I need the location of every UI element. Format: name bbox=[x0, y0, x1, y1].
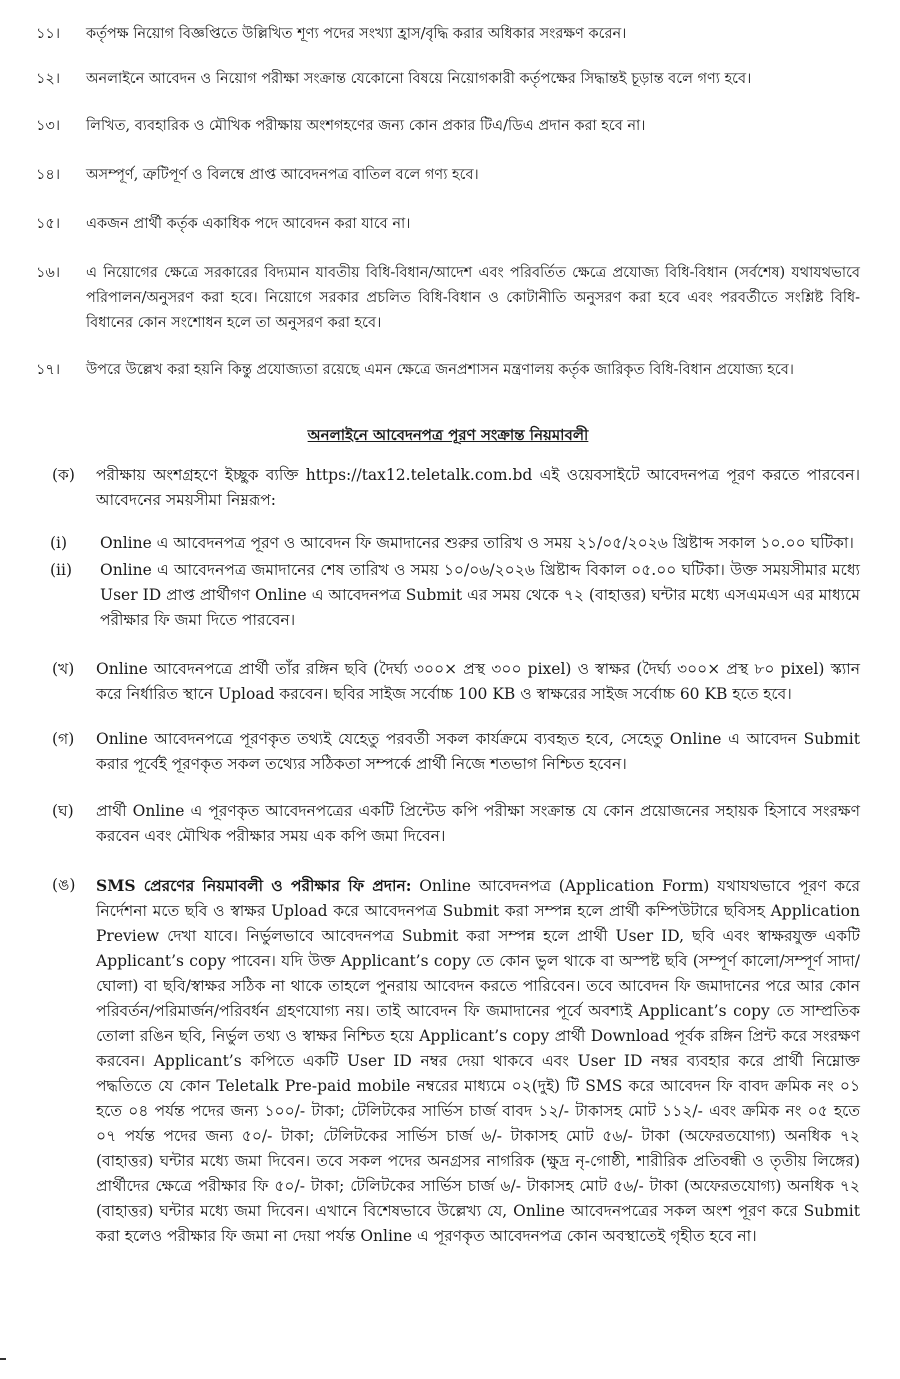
item-text: Online এ আবেদনপত্র জমাদানের শেষ তারিখ ও সময় ১০/০৬/২০২৬ খ্রিষ্টাব্দ বিকাল ০৫.০০ ঘটিকা। উক্ত সময়সীমার মধ্যে User ID প্রাপ্ত প্রার্থীগণ Online এ আবেদনপত্র Submit এর সময় থেকে ৭২ (বাহাত্তর) ঘন্টার মধ্যে এসএমএস এর মাধ্যমে পরীক্ষার ফি জমা দিতে পারবেন। bbox=[100, 561, 860, 629]
item-label: (ঘ) bbox=[52, 802, 74, 820]
rule-text: উপরে উল্লেখ করা হয়নি কিন্তু প্রযোজ্যতা রয়েছে এমন ক্ষেত্রে জনপ্রশাসন মন্ত্রণালয় কর্তৃক জারিকৃত বিধি-বিধান প্রযোজ্য হবে। bbox=[86, 362, 794, 378]
item-text: Online আবেদনপত্রে পূরণকৃত তথ্যই যেহেতু পরবর্তী সকল কার্যক্রমে ব্যবহৃত হবে, সেহেতু Online এ আবেদন Submit করার পূর্বেই পূরণকৃত সকল তথ্যের সঠিকতা সম্পর্কে প্রার্থী নিজে শতভাগ নিশ্চিত হবেন। bbox=[96, 730, 860, 773]
item-kha bbox=[36, 657, 860, 707]
rule-text: এ নিয়োগের ক্ষেত্রে সরকারের বিদ্যমান যাবতীয় বিধি-বিধান/আদেশ এবং পরিবর্তিত ক্ষেত্রে প্রযোজ্য বিধি-বিধান (সর্বশেষ) যথাযথভাবে পরিপালন/অনুসরণ করা হবে। নিয়োগে সরকার প্রচলিত বিধি-বিধান ও কোটানীতি অনুসরণ করা হবে এবং পরবর্তীতে সংশ্লিষ্ট বিধি-বিধানের কোন সংশোধন হলে তা অনুসরণ করা হবে। bbox=[86, 265, 860, 331]
rule-text: কর্তৃপক্ষ নিয়োগ বিজ্ঞপ্তিতে উল্লিখিত শূণ্য পদের সংখ্যা হ্রাস/বৃদ্ধি করার অধিকার সংরক্ষণ করেন। bbox=[86, 26, 627, 42]
rule-number: ১৬। bbox=[36, 265, 61, 281]
item-uma bbox=[36, 873, 860, 1249]
item-label: (ii) bbox=[50, 561, 73, 579]
rule-13 bbox=[36, 114, 860, 139]
item-body: Online আবেদনপত্র (Application Form) যথাযথভাবে পূরণ করে নির্দেশনা মতে ছবি ও স্বাক্ষর Upload করে আবেদনপত্র Submit করা সম্পন্ন হলে প্রার্থী কম্পিউটারে ছবিসহ Application Preview দেখা যাবে। নির্ভুলভাবে আবেদনপত্র Submit করা সম্পন্ন হলে প্রার্থী User ID, ছবি এবং স্বাক্ষরযুক্ত একটি Applicant’s copy পাবেন। যদি উক্ত Applicant’s copy তে কোন ভুল থাকে বা অস্পষ্ট ছবি (সম্পূর্ণ কালো/সম্পূর্ণ সাদা/ঘোলা) বা ছবি/স্বাক্ষর সঠিক না থাকে তাহলে পুনরায় আবেদন করতে পারিবেন। তবে আবেদন ফি জমাদানের পরে আর কোন পরিবর্তন/পরিমার্জন/পরিবর্ধন গ্রহণযোগ্য নয়। তাই আবেদন ফি জমাদানের পূর্বে অবশ্যই Applicant’s copy তে সাম্প্রতিক তোলা রঙিন ছবি, নির্ভুল তথ্য ও স্বাক্ষর নিশ্চিত হয়ে Applicant’s copy প্রার্থী Download পূর্বক রঙ্গিন প্রিন্ট করে সংরক্ষণ করবেন। Applicant’s কপিতে একটি User ID নম্বর দেয়া থাকবে এবং User ID নম্বর ব্যবহার করে প্রার্থী নিম্নোক্ত পদ্ধতিতে যে কোন Teletalk Pre-paid mobile নম্বরের মাধ্যমে ০২(দুই) টি SMS করে আবেদন ফি বাবদ ক্রমিক নং ০১ হতে ০৪ পর্যন্ত পদের জন্য ১০০/- টাকা; টেলিটকের সার্ভিস চার্জ বাবদ ১২/- টাকাসহ মোট ১১২/- এবং ক্রমিক নং ০৫ হতে ০৭ পর্যন্ত পদের জন্য ৫০/- টাকা; টেলিটকের সার্ভিস চার্জ ৬/- টাকাসহ মোট ৫৬/- টাকা (অফেরতযোগ্য) অনধিক ৭২ (বাহাত্তর) ঘন্টার মধ্যে জমা দিবেন। তবে সকল পদের অনগ্রসর নাগরিক (ক্ষুদ্র নৃ-গোষ্ঠী, শারীরিক প্রতিবন্ধী ও তৃতীয় লিঙ্গের) প্রার্থীদের ক্ষেত্রে পরীক্ষার ফি ৫০/- টাকা; টেলিটকের সার্ভিস চার্জ ৬/- টাকাসহ মোট ৫৬/- টাকা (অফেরতযোগ্য) অনধিক ৭২ (বাহাত্তর) ঘন্টার মধ্যে জমা দিবেন। এখানে বিশেষভাবে উল্লেখ্য যে, Online আবেদনপত্রের সকল অংশ পূরণ করে Submit করা হলেও পরীক্ষার ফি জমা না দেয়া পর্যন্ত Online এ পূরণকৃত আবেদনপত্র কোন অবস্থাতেই গৃহীত হবে না। bbox=[96, 877, 860, 1245]
item-i bbox=[36, 531, 860, 556]
item-text: Online আবেদনপত্রে প্রার্থী তাঁর রঙ্গিন ছবি (দৈর্ঘ্য ৩০০× প্রস্থ ৩০০ pixel) ও স্বাক্ষর (দৈর্ঘ্য ৩০০× প্রস্থ ৮০ pixel) স্ক্যান করে নির্ধারিত স্থানে Upload করবেন। ছবির সাইজ সর্বোচ্চ 100 KB ও স্বাক্ষরের সাইজ সর্বোচ্চ 60 KB হতে হবে। bbox=[96, 660, 860, 703]
item-ga bbox=[36, 727, 860, 777]
rule-11 bbox=[36, 22, 860, 47]
item-ii bbox=[36, 558, 860, 633]
item-gha bbox=[36, 799, 860, 849]
rule-number: ১৪। bbox=[36, 167, 61, 183]
item-bold-lead: SMS প্রেরণের নিয়মাবলী ও পরীক্ষার ফি প্রদান: bbox=[96, 876, 412, 895]
item-label: (ঙ) bbox=[52, 876, 76, 894]
item-text: Online এ আবেদনপত্র পূরণ ও আবেদন ফি জমাদানের শুরুর তারিখ ও সময় ২১/০৫/২০২৬ খ্রিষ্টাব্দ সকাল ১০.০০ ঘটিকা। bbox=[100, 534, 854, 552]
rule-12 bbox=[36, 67, 860, 92]
item-text bbox=[96, 873, 860, 1249]
item-text: প্রার্থী Online এ পূরণকৃত আবেদনপত্রের একটি প্রিন্টেড কপি পরীক্ষা সংক্রান্ত যে কোন প্রয়োজনের সহায়ক হিসাবে সংরক্ষণ করবেন এবং মৌখিক পরীক্ষার সময় এক কপি জমা দিবেন। bbox=[96, 802, 860, 845]
rule-14 bbox=[36, 163, 860, 188]
item-label: (গ) bbox=[52, 730, 75, 748]
section-heading: অনলাইনে আবেদনপত্র পূরণ সংক্রান্ত নিয়মাবলী bbox=[307, 426, 589, 444]
scan-edge-mark bbox=[0, 1358, 6, 1360]
rule-number: ১৫। bbox=[36, 216, 61, 232]
rule-text: অনলাইনে আবেদন ও নিয়োগ পরীক্ষা সংক্রান্ত যেকোনো বিষয়ে নিয়োগকারী কর্তৃপক্ষের সিদ্ধান্তই চূড়ান্ত বলে গণ্য হবে। bbox=[86, 71, 752, 87]
item-label: (খ) bbox=[52, 660, 75, 678]
rule-text: লিখিত, ব্যবহারিক ও মৌখিক পরীক্ষায় অংশগহণের জন্য কোন প্রকার টিএ/ডিএ প্রদান করা হবে না। bbox=[86, 118, 646, 134]
rule-number: ১২। bbox=[36, 71, 61, 87]
rule-16 bbox=[36, 261, 860, 336]
rule-number: ১১। bbox=[36, 26, 61, 42]
rule-number: ১৩। bbox=[36, 118, 61, 134]
rule-15 bbox=[36, 212, 860, 237]
item-text: পরীক্ষায় অংশগ্রহণে ইচ্ছুক ব্যক্তি https://tax12.teletalk.com.bd এই ওয়েবসাইটে আবেদনপত্র পূরণ করতে পারবেন। আবেদনের সময়সীমা নিম্নরূপ: bbox=[96, 466, 860, 509]
rule-number: ১৭। bbox=[36, 362, 61, 378]
item-label: (i) bbox=[50, 534, 68, 552]
item-ka bbox=[36, 463, 860, 513]
rule-17 bbox=[36, 358, 860, 383]
rule-text: একজন প্রার্থী কর্তৃক একাধিক পদে আবেদন করা যাবে না। bbox=[86, 216, 411, 232]
item-label: (ক) bbox=[52, 466, 75, 484]
rule-text: অসম্পূর্ণ, ত্রুটিপূর্ণ ও বিলম্বে প্রাপ্ত আবেদনপত্র বাতিল বলে গণ্য হবে। bbox=[86, 167, 479, 183]
